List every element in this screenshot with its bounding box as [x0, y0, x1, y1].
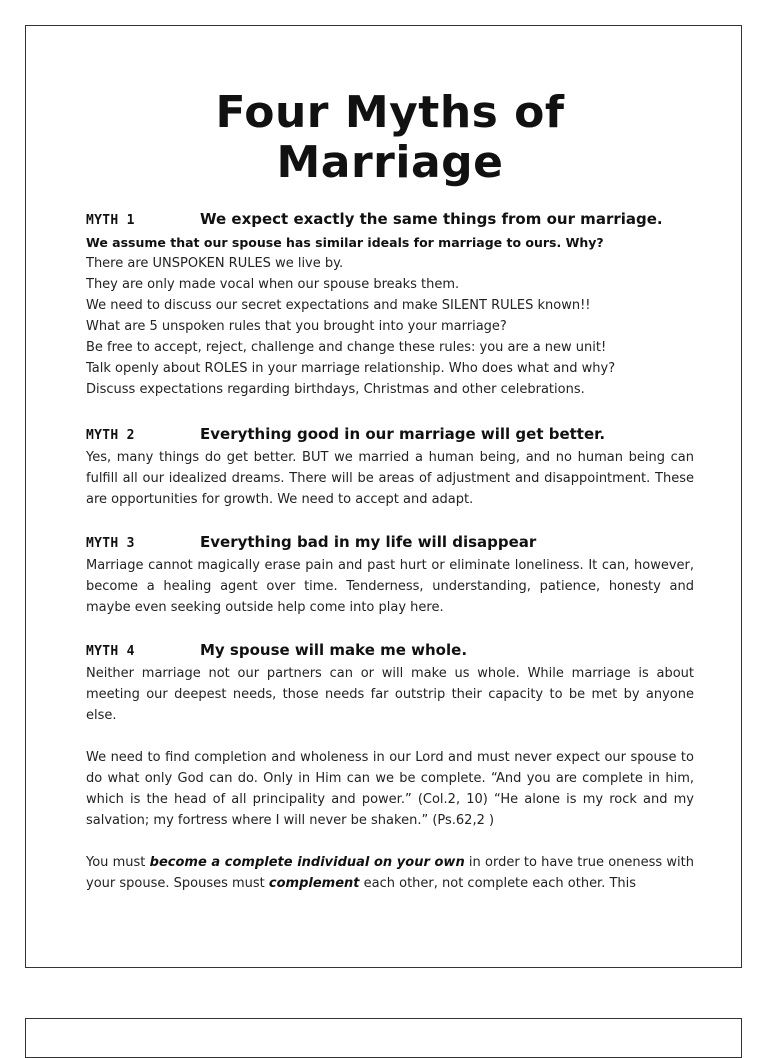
myth-1-line: They are only made vocal when our spouse breaks them.: [86, 277, 460, 292]
emphasis-complete-individual: become a complete individual on your own: [149, 855, 465, 870]
myth-3-title: Everything bad in my life will disappear: [200, 533, 537, 551]
myth-1-section: [86, 210, 694, 400]
myth-3-label: MYTH 3: [86, 536, 135, 551]
myth-1-line: What are 5 unspoken rules that you brought into your marriage?: [86, 319, 507, 334]
document-page: [25, 25, 742, 968]
myth-2-section: [86, 425, 694, 510]
myth-4-title: My spouse will make me whole.: [200, 641, 468, 659]
myth-1-line: There are UNSPOKEN RULES we live by.: [86, 256, 344, 271]
myth-1-line: Talk openly about ROLES in your marriage relationship. Who does what and why?: [86, 361, 616, 376]
myth-1-subtitle: We assume that our spouse has similar ideals for marriage to ours. Why?: [86, 235, 604, 250]
myth-4-heading: [86, 641, 694, 663]
page-title: [86, 88, 694, 188]
myth-4-body-2: We need to find completion and wholeness in our Lord and must never expect our spouse to do what only God can do. Only in Him can we be complete. “And you are complete in him, which is the head of all principality and power.” (Col.2, 10) “He alone is my rock and my salvation; my fortress where I will never be shaken.” (Ps.62,2 ): [86, 750, 694, 828]
myth-3-body: Marriage cannot magically erase pain and past hurt or eliminate loneliness. It can, however, become a healing agent over time. Tenderness, understanding, patience, honesty and maybe even seeking outside help come into play here.: [86, 558, 694, 615]
myth-3-section: [86, 533, 694, 618]
myth-1-label: MYTH 1: [86, 213, 135, 228]
next-page-edge: [25, 1018, 742, 1058]
myth-4-section: [86, 641, 694, 894]
myth-2-body: Yes, many things do get better. BUT we married a human being, and no human being can fulfill all our idealized dreams. There will be areas of adjustment and disappointment. These are opportunities for growth. We need to accept and adapt.: [86, 450, 694, 507]
myth-2-label: MYTH 2: [86, 428, 135, 443]
myth-3-heading: [86, 533, 694, 555]
myth-2-heading: [86, 425, 694, 447]
myth-1-title: We expect exactly the same things from our marriage.: [200, 210, 663, 228]
myth-1-heading: [86, 210, 694, 232]
myth-4-body-1: Neither marriage not our partners can or will make us whole. While marriage is about meeting our deepest needs, those needs far outstrip their capacity to be met by anyone else.: [86, 666, 694, 723]
myth-4-body-3: You must become a complete individual on your own in order to have true oneness with your spouse. Spouses must complement each other, not complete each other. This: [86, 855, 694, 891]
title-line-1: Four Myths of: [215, 87, 565, 138]
myth-4-label: MYTH 4: [86, 644, 135, 659]
myth-2-title: Everything good in our marriage will get better.: [200, 425, 606, 443]
myth-1-line: We need to discuss our secret expectations and make SILENT RULES known!!: [86, 298, 591, 313]
emphasis-complement: complement: [268, 876, 360, 891]
title-line-2: Marriage: [276, 137, 504, 188]
myth-1-line: Discuss expectations regarding birthdays, Christmas and other celebrations.: [86, 382, 585, 397]
myth-1-line: Be free to accept, reject, challenge and change these rules: you are a new unit!: [86, 340, 607, 355]
